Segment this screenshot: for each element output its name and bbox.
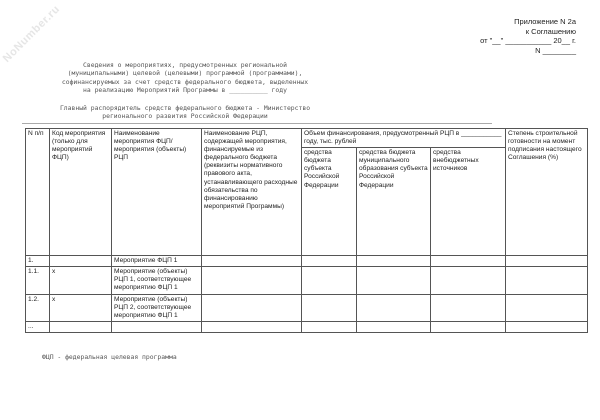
cell-code: x [50,267,112,294]
cell-num: 1.1. [26,267,50,294]
measures-table [25,128,588,333]
cell-code [50,321,112,332]
cell-name: Мероприятие (объекты) РЦП 1, соответствующее мероприятию ФЦП 1 [112,267,202,294]
header-sub-municipal: средства бюджета муниципального образования субъекта Российской Федерации [357,148,431,256]
header-rcp: Наименование РЦП, содержащей мероприятия, финансируемые из федерального бюджета (реквизиты нормативного правового акта, устанавливающего расходные обязательства по финансированию мероприятий Программы) [202,129,302,256]
table-row [26,294,588,321]
budget-manager: Главный распорядитель средств федерального бюджета - Министерство регионального развития Российской Федерации [59,104,311,121]
footnote: ФЦП - федеральная целевая программа [42,353,177,361]
cell-num: 1. [26,256,50,267]
appendix-line: Приложение N 2а [514,17,576,26]
cell-name [112,321,202,332]
table-row [26,256,588,267]
header-code: Код мероприятия (только для мероприятий ФЦП) [50,129,112,256]
document-title: Сведения о мероприятиях, предусмотренных региональной (муниципальными) целевой (целевыми) программой (программами), софинансируемых за счет средств федерального бюджета, выделенных на реализацию Мероприятий Программы в __________ году [61,61,309,94]
header-readiness: Степень строительной готовности на момент подписания настоящего Соглашения (%) [506,129,588,256]
appendix-date: от "__" ___________ 20__ г. [480,36,576,45]
cell-name: Мероприятие (объекты) РЦП 2, соответствующее мероприятию ФЦП 1 [112,294,202,321]
header-sub-extrabudget: средства внебюджетных источников [431,148,506,256]
cell-num: ... [26,321,50,332]
cell-code: x [50,294,112,321]
header-sub-region: средства бюджета субъекта Российской Федерации [302,148,357,256]
watermark: NoNumber.ru [0,3,63,65]
table-row [26,267,588,294]
cell-num: 1.2. [26,294,50,321]
table-row [26,321,588,332]
divider [22,123,492,124]
cell-name: Мероприятие ФЦП 1 [112,256,202,267]
appendix-line: к Соглашению [525,26,576,36]
cell-code [50,256,112,267]
appendix-block [480,17,576,55]
header-name: Наименование мероприятия ФЦП/ мероприятия (объекты) РЦП [112,129,202,256]
header-num: N п/п [26,129,50,256]
header-financing: Объем финансирования, предусмотренный РЦП в ___________ году, тыс. рублей [302,129,506,148]
appendix-number: N ________ [535,45,576,55]
